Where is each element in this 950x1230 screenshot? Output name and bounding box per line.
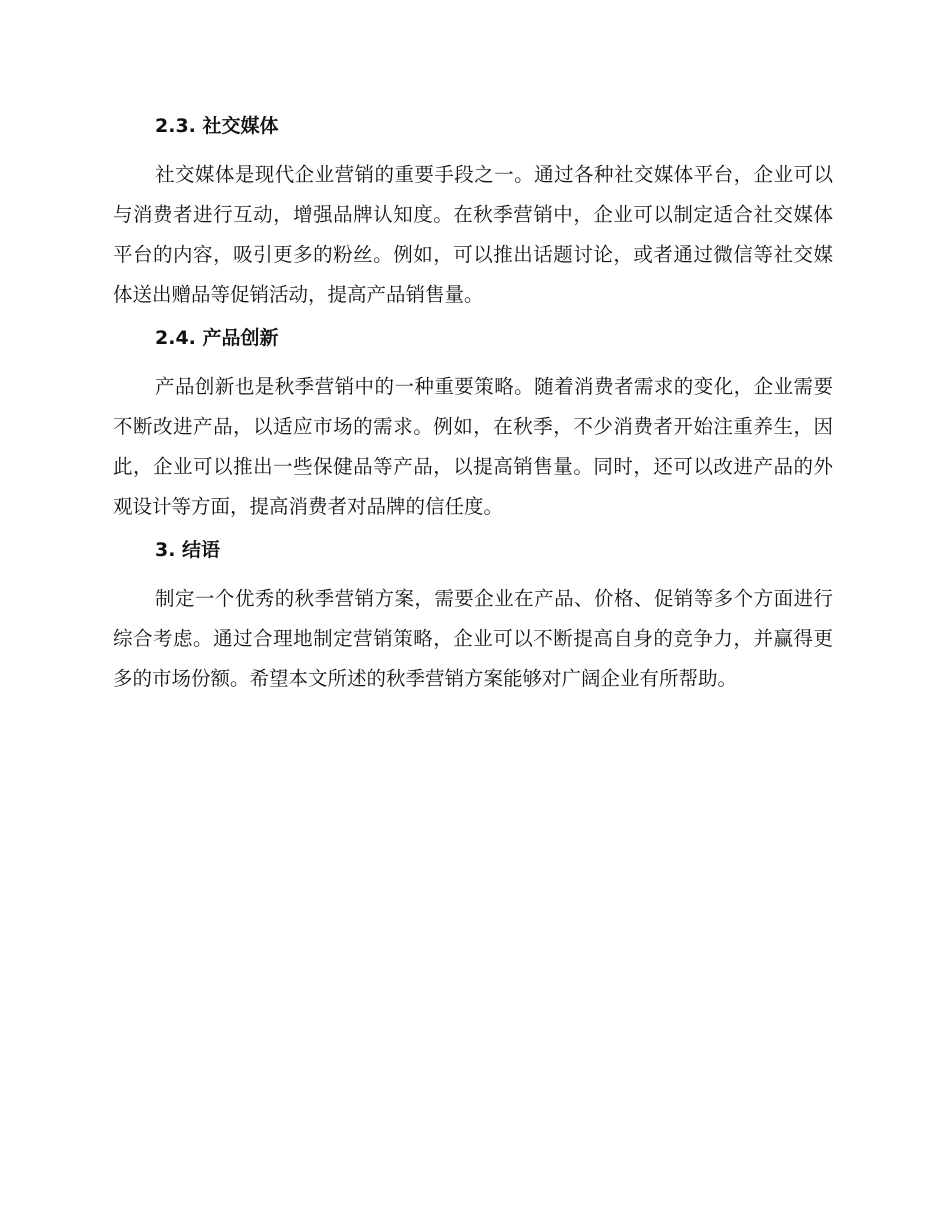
section-paragraph: 社交媒体是现代企业营销的重要手段之一。通过各种社交媒体平台，企业可以与消费者进行互动，增强品牌认知度。在秋季营销中，企业可以制定适合社交媒体平台的内容，吸引更多的粉丝。例如，可以推出话题讨论，或者通过微信等社交媒体送出赠品等促销活动，提高产品销售量。 [113, 163, 833, 306]
section-paragraph: 制定一个优秀的秋季营销方案，需要企业在产品、价格、促销等多个方面进行综合考虑。通过合理地制定营销策略，企业可以不断提高自身的竞争力，并赢得更多的市场份额。希望本文所述的秋季营销方案能够对广阔企业有所帮助。 [113, 587, 833, 690]
document-page [113, 111, 833, 707]
section-product-innovation [113, 323, 833, 527]
section-social-media [113, 111, 833, 315]
section-paragraph: 产品创新也是秋季营销中的一种重要策略。随着消费者需求的变化，企业需要不断改进产品，以适应市场的需求。例如，在秋季，不少消费者开始注重养生，因此，企业可以推出一些保健品等产品，以提高销售量。同时，还可以改进产品的外观设计等方面，提高消费者对品牌的信任度。 [113, 375, 833, 518]
section-conclusion [113, 535, 833, 699]
section-heading: 2.4. 产品创新 [155, 327, 279, 349]
section-heading: 2.3. 社交媒体 [155, 115, 279, 137]
section-heading: 3. 结语 [155, 539, 221, 561]
